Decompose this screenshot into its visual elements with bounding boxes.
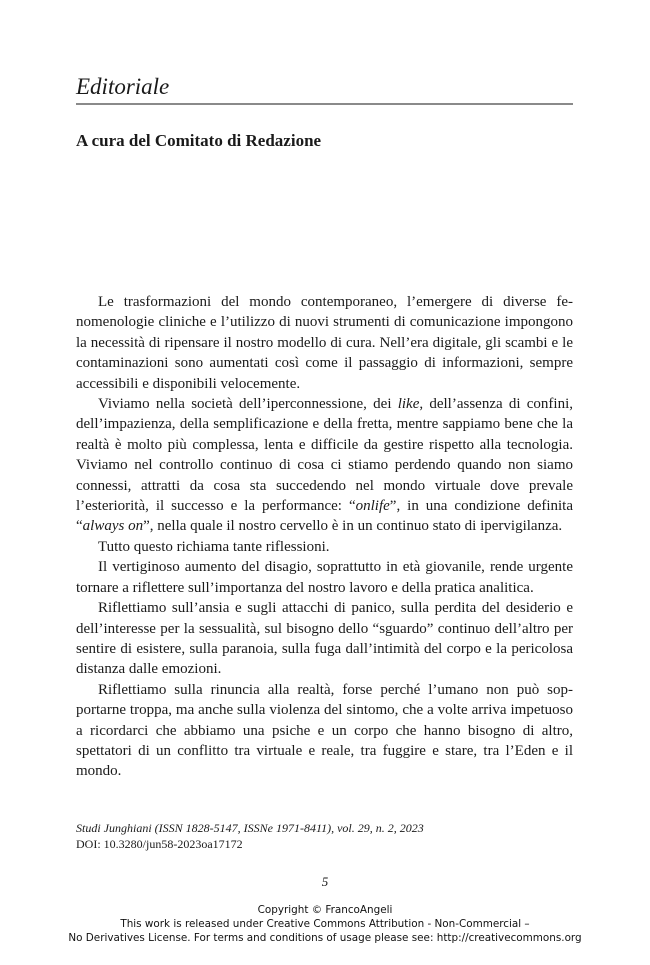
term-onlife: onlife bbox=[355, 498, 390, 515]
paragraph-5 bbox=[76, 598, 573, 680]
paragraph-6 bbox=[76, 680, 573, 782]
paragraph-4-text: Il vertiginoso aumento del disagio, soprattutto in età giovanile, rende urgente tornare a riflettere sull’importanza del nostro lavoro e della pratica analitica. bbox=[76, 559, 573, 596]
paragraph-2 bbox=[76, 394, 573, 537]
paragraph-3 bbox=[76, 537, 573, 557]
paragraph-1-text: Le trasformazioni del mondo contemporaneo, l’emergere di diverse fenomenologie cliniche e l’utilizzo di nuovi strumenti di comunicazione impongono la necessità di ripensare il nostro modello di cura. Nell’era digitale, gli scambi e le contaminazioni sono aumentati così come il passaggio di informazioni, sempre accessibili e disponibili velocemente. bbox=[76, 294, 573, 392]
doi-link[interactable]: DOI: 10.3280/jun58-2023oa17172 bbox=[76, 837, 243, 851]
term-always-on: always on bbox=[82, 518, 144, 535]
journal-citation: Studi Junghiani (ISSN 1828-5147, ISSNe 1971-8411), vol. 29, n. 2, 2023 bbox=[76, 821, 424, 835]
paragraph-2-text-c: ”, in una condizione definita “ bbox=[76, 498, 574, 535]
paragraph-1 bbox=[76, 292, 573, 394]
copyright-footer bbox=[0, 903, 650, 945]
term-like: like bbox=[397, 396, 420, 413]
paragraph-2-text-a: Viviamo nella società dell’iperconnessione, dei bbox=[98, 396, 398, 413]
license-line: This work is released under Creative Commons Attribution - Non-Commercial – bbox=[120, 918, 530, 930]
section-title-rule bbox=[76, 103, 573, 105]
paragraph-5-text: Riflettiamo sull’ansia e sugli attacchi di panico, sulla perdita del desiderio e dell’interesse per la sessualità, sul bisogno dello “sguardo” continuo dell’altro per sentire di esistere, sulla paranoia, sulla fuga dall’intimità del corpo e la pericolosa distanza dalle emozioni. bbox=[76, 600, 573, 678]
citation-block bbox=[76, 820, 573, 852]
paragraph-6-text: Riflettiamo sulla rinuncia alla realtà, forse perché l’umano non può sopportarne troppa, ma anche sulla violenza del sintomo, che a volte arriva impetuoso a ricordarci che abbiamo una psiche e un corpo che hanno bisogno di altro, spettatori di un conflitto tra virtuale e reale, tra fuggire e stare, tra l’Eden e il mondo. bbox=[76, 681, 573, 780]
page-number: 5 bbox=[321, 874, 329, 889]
article-title: A cura del Comitato di Redazione bbox=[76, 131, 322, 150]
section-title: Editoriale bbox=[76, 74, 170, 99]
article-body bbox=[76, 292, 573, 782]
license-terms-line: No Derivatives License. For terms and conditions of usage please see: http://creativecommons.org bbox=[68, 932, 582, 944]
paragraph-2-text-b: , dell’assenza di confini, dell’impazienza, della semplificazione e della fretta, mentre sappiamo bene che la realtà è molto più complessa, lenta e difficile da gestire rispetto alla tecnologia. Viviamo nel controllo continuo di cosa ci stiamo perdendo quando non siamo connessi, attratti da cosa sta succedendo nel mondo virtuale dove prevale l’esteriorità, il successo e la performance: “ bbox=[76, 396, 573, 515]
copyright-line: Copyright © FrancoAngeli bbox=[257, 904, 393, 916]
paragraph-4 bbox=[76, 557, 573, 598]
paragraph-3-text: Tutto questo richiama tante riflessioni. bbox=[98, 538, 330, 555]
paragraph-2-text-d: ”, nella quale il nostro cervello è in un continuo stato di ipervigilanza. bbox=[143, 518, 563, 535]
